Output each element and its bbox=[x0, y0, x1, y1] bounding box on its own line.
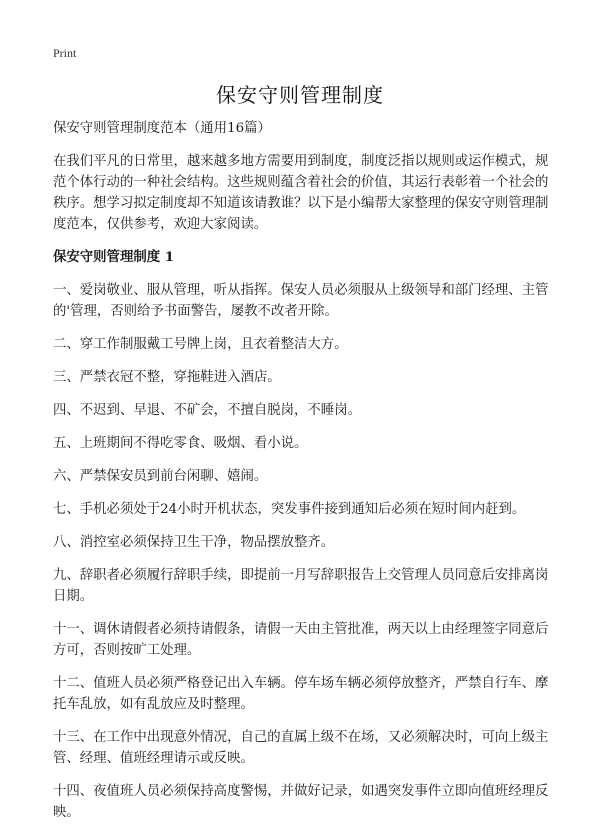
rule-item: 十三、在工作中出现意外情况，自己的直属上级不在场，又必须解决时，可向上级主管、经理、值班经理请示或反映。 bbox=[53, 730, 549, 766]
rule-item: 三、严禁衣冠不整，穿拖鞋进入酒店。 bbox=[53, 370, 281, 385]
rule-item: 六、严禁保安员到前台闲聊、嬉闹。 bbox=[53, 469, 268, 484]
rule-item: 十一、调休请假者必须持请假条，请假一天由主管批准，两天以上由经理签字同意后方可，否则按旷工处理。 bbox=[53, 622, 549, 658]
rule-item: 八、消控室必须保持卫生干净，物品摆放整齐。 bbox=[53, 535, 335, 550]
rule-item: 九、辞职者必须履行辞职手续，即提前一月写辞职报告上交管理人员同意后安排离岗日期。 bbox=[53, 568, 549, 604]
rule-item: 二、穿工作制服戴工号牌上岗，且衣着整洁大方。 bbox=[53, 337, 348, 352]
rule-item: 七、手机必须处于24小时开机状态，突发事件接到通知后必须在短时间内赶到。 bbox=[53, 502, 526, 517]
print-label: Print bbox=[53, 46, 77, 60]
document-title: 保安守则管理制度 bbox=[216, 83, 384, 107]
document-body bbox=[53, 118, 553, 835]
rule-item: 十二、值班人员必须严格登记出入车辆。停车场车辆必须停放整齐，严禁自行车、摩托车乱放，如有乱放应及时整理。 bbox=[53, 676, 549, 712]
rule-item: 四、不迟到、早退、不矿会，不擅自脱岗，不睡岗。 bbox=[53, 403, 361, 418]
document-subtitle: 保安守则管理制度范本（通用16篇） bbox=[53, 121, 271, 136]
rule-item: 五、上班期间不得吃零食、吸烟、看小说。 bbox=[53, 436, 308, 451]
rule-item: 十四、夜值班人员必须保持高度警惕，并做好记录，如遇突发事件立即向值班经理反映。 bbox=[53, 784, 549, 820]
rule-item: 一、爱岗敬业、服从管理，听从指挥。保安人员必须服从上级领导和部门经理、主管的'管理，否则给予书面警告，屡教不改者开除。 bbox=[53, 283, 549, 319]
intro-paragraph: 在我们平凡的日常里，越来越多地方需要用到制度，制度泛指以规则或运作模式，规范个体行动的一种社会结构。这些规则蕴含着社会的价值，其运行表彰着一个社会的秩序。想学习拟定制度却不知道该请教谁？以下是小编帮大家整理的保安守则管理制度范本，仅供参考，欢迎大家阅读。 bbox=[53, 154, 549, 232]
section-heading: 保安守则管理制度 1 bbox=[53, 249, 175, 265]
